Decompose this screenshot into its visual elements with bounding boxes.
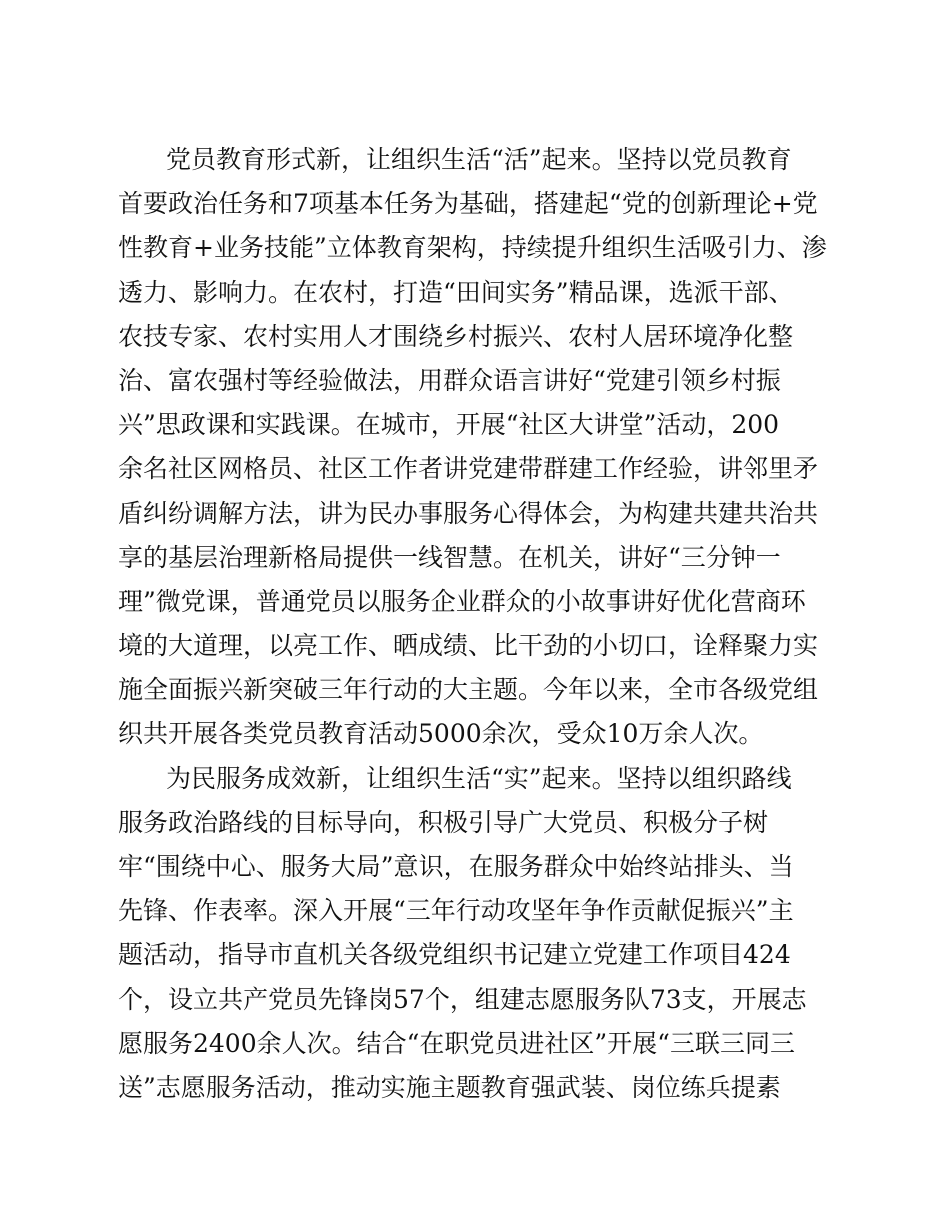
paragraph-1-line-11: 理”微党课，普通党员以服务企业群众的小故事讲好优化营商环: [118, 586, 806, 616]
paragraph-2-line-5: 题活动，指导市直机关各级党组织书记建立党建工作项目424: [118, 940, 791, 970]
paragraph-1-line-9: 盾纠纷调解方法，讲为民办事服务心得体会，为构建共建共治共: [118, 498, 819, 528]
paragraph-2-line-7: 愿服务2400余人次。结合“在职党员进社区”开展“三联三同三: [118, 1028, 795, 1058]
paragraph-2-line-6: 个，设立共产党员先锋岗57个，组建志愿服务队73支，开展志: [118, 984, 807, 1014]
paragraph-1-line-13: 施全面振兴新突破三年行动的大主题。今年以来，全市各级党组: [118, 675, 819, 705]
paragraph-2-line-3: 牢“围绕中心、服务大局”意识，在服务群众中始终站排头、当: [118, 852, 794, 881]
paragraph-1-line-7: 兴”思政课和实践课。在城市，开展“社区大讲堂”活动，200: [118, 410, 780, 440]
paragraph-1-line-10: 享的基层治理新格局提供一线智慧。在机关，讲好“三分钟一: [118, 542, 781, 572]
paragraph-1-line-4: 透力、影响力。在农村，打造“田间实务”精品课，选派干部、: [118, 277, 794, 307]
paragraph-1-line-5: 农技专家、农村实用人才围绕乡村振兴、农村人居环境净化整: [118, 321, 794, 351]
document-body: [118, 138, 838, 1110]
paragraph-1-line-12: 境的大道理，以亮工作、晒成绩、比干劲的小切口，诠释聚力实: [118, 631, 819, 661]
paragraph-1-line-14: 织共开展各类党员教育活动5000余次，受众10万余人次。: [118, 719, 764, 749]
paragraph-1-line-6: 治、富农强村等经验做法，用群众语言讲好“党建引领乡村振: [118, 365, 781, 395]
paragraph-2-line-8: 送”志愿服务活动，推动实施主题教育强武装、岗位练兵提素: [118, 1072, 781, 1102]
paragraph-1-line-3: 性教育+业务技能”立体教育架构，持续提升组织生活吸引力、渗: [118, 233, 827, 263]
paragraph-1-line-1: 党员教育形式新，让组织生活“活”起来。坚持以党员教育: [166, 145, 792, 174]
paragraph-1-line-8: 余名社区网格员、社区工作者讲党建带群建工作经验，讲邻里矛: [118, 454, 819, 484]
paragraph-1-line-2: 首要政治任务和7项基本任务为基础，搭建起“党的创新理论+党: [118, 189, 818, 219]
paragraph-2-line-2: 服务政治路线的目标导向，积极引导广大党员、积极分子树: [118, 807, 769, 837]
paragraph-2-line-4: 先锋、作表率。深入开展“三年行动攻坚年争作贡献促振兴”主: [118, 896, 794, 926]
paragraph-2-line-1: 为民服务成效新，让组织生活“实”起来。坚持以组织路线: [166, 763, 792, 793]
